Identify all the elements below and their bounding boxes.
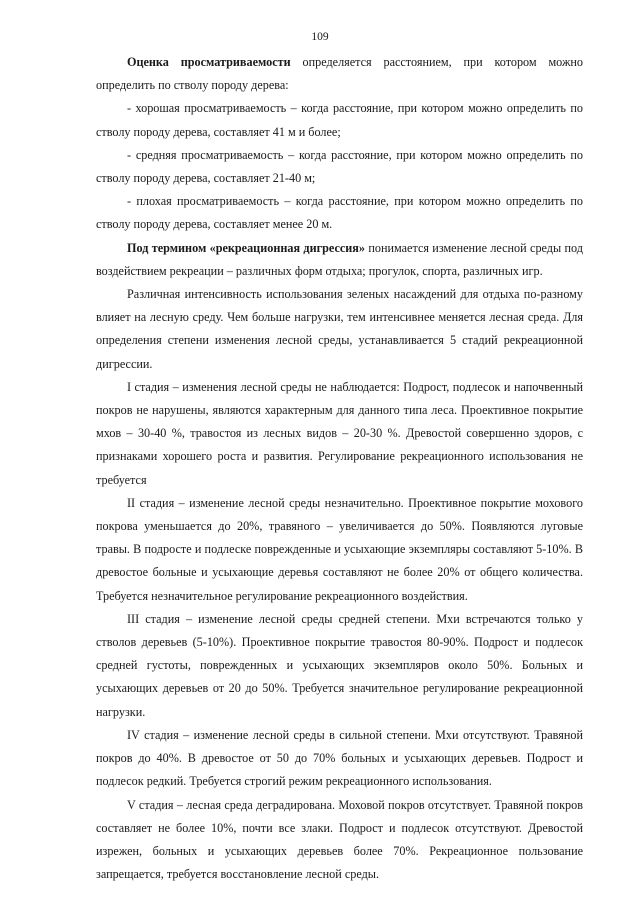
definition-digression: понимается изменение лесной среды под воздействием рекреации – различных форм отдыха; прогулок, спорта, различных игр. bbox=[96, 240, 583, 278]
paragraph-stage-1: I стадия – изменения лесной среды не наблюдается: Подрост, подлесок и напочвенный покров не нарушены, являются характерным для данного типа леса. Проективное покрытие мхов – 30-40 %, травостоя из лесных видов – 20-30 %. Древостой совершенно здоров, с признаками хорошего роста и развития. Регулирование рекреационного использования не требуется bbox=[96, 379, 583, 487]
list-item-good-visibility: - хорошая просматриваемость – когда расстояние, при котором можно определить по стволу породу дерева, составляет 41 м и более; bbox=[96, 101, 583, 139]
term-digression: Под термином «рекреационная дигрессия» bbox=[127, 240, 365, 255]
paragraph-stage-3: III стадия – изменение лесной среды средней степени. Мхи встречаются только у стволов деревьев (5-10%). Проективное покрытие травостоя 80-90%. Подрост и подлесок средней густоты, поврежденных и усыхающих экземпляров около 50%. Больных и усыхающих деревьев от 20 до 50%. Требуется значительное регулирование рекреационной нагрузки. bbox=[96, 611, 583, 719]
term-visibility: Оценка просматриваемости bbox=[127, 55, 291, 69]
definition-visibility: определяется расстоянием, при котором можно определить по стволу породу дерева: bbox=[96, 55, 583, 93]
list-item-medium-visibility: - средняя просматриваемость – когда расстояние, при котором можно определить по стволу породу дерева, составляет 21-40 м; bbox=[96, 147, 583, 186]
paragraph-stage-2: II стадия – изменение лесной среды незначительно. Проективное покрытие мохового покрова уменьшается до 20%, травяного – увеличивается до 50%. Появляются луговые травы. В подросте и подлеске поврежденные и усыхающие экземпляры составляют 5-10%. В древостое больные и усыхающие деревья составляют не более 20% от общего количества. Требуется незначительное регулирование рекреационного воздействия. bbox=[96, 495, 583, 603]
paragraph-visibility bbox=[96, 51, 583, 97]
paragraph-intensity: Различная интенсивность использования зеленых насаждений для отдыха по-разному влияет на лесную среду. Чем больше нагрузки, тем интенсивнее меняется лесная среда. Для определения степени изменения лесной среды, устанавливается 5 стадий рекреационной дигрессии. bbox=[96, 287, 583, 371]
list-item-poor-visibility: - плохая просматриваемость – когда расстояние, при котором можно определить по стволу породу дерева, составляет менее 20 м. bbox=[96, 194, 583, 232]
paragraph-digression bbox=[96, 237, 583, 283]
paragraph-stage-4: IV стадия – изменение лесной среды в сильной степени. Мхи отсутствуют. Травяной покров до 40%. В древостое от 50 до 70% больных и усыхающих деревьев. Подрост и подлесок редкий. Требуется строгий режим рекреационного использования. bbox=[96, 727, 583, 789]
page-number: 109 bbox=[311, 31, 329, 43]
document-body bbox=[96, 51, 583, 886]
paragraph-stage-5: V стадия – лесная среда деградирована. Моховой покров отсутствует. Травяной покров составляет не более 10%, почти все злаки. Подрост и подлесок отсутствуют. Древостой изрежен, больных и усыхающих деревьев более 70%. Рекреационное пользование запрещается, требуется восстановление лесной среды. bbox=[96, 797, 583, 882]
